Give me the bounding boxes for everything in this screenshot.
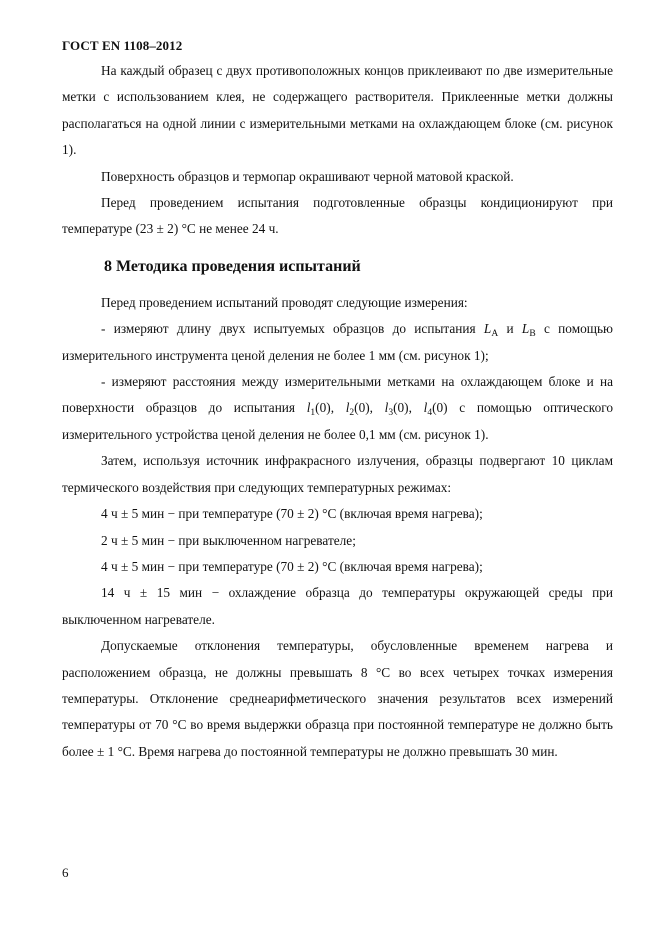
distance-var-3: l <box>384 400 389 416</box>
distance-arg-4: (0) <box>432 400 448 416</box>
length-sub-a: A <box>491 329 499 340</box>
distance-arg-3: (0) <box>393 400 409 416</box>
standard-header: ГОСТ EN 1108–2012 <box>62 38 183 53</box>
section-heading: 8 Методика проведения испытаний <box>104 257 361 275</box>
distance-sub-3: 3 <box>388 408 394 419</box>
distance-sep-2: , <box>369 400 385 416</box>
measurement-distance-text-before: - измеряют расстояния между измерительными метками на охлаждающем блоке и на поверхности образцов до испытания <box>62 374 613 416</box>
cycle-item: 2 ч ± 5 мин − при выключенном нагревателе; <box>101 532 356 548</box>
distance-sub-1: 1 <box>310 408 316 419</box>
distance-sub-4: 4 <box>427 408 433 419</box>
document-body <box>62 58 613 765</box>
distance-var-4: l <box>423 400 428 416</box>
temperature-tolerances: Допускаемые отклонения температуры, обусловленные временем нагрева и расположением образца, не должны превышать 8 °С во всех четырех точках измерения температуры. Отклонение среднеарифметического значения результатов всех измерений температуры от 70 °С во время выдержки образца при постоянной температуре не должно быть более ± 1 °С. Время нагрева до постоянной температуры не должно превышать 30 мин. <box>62 638 613 759</box>
distance-sep-3: , <box>408 400 424 416</box>
distance-var-1: l <box>306 400 311 416</box>
paragraph-measuring-marks: На каждый образец с двух противоположных концов приклеивают по две измерительные метки с использованием клея, не содержащего растворителя. Приклеенные метки должны располагаться на одной линии с измерительными метками на охлаждающем блоке (см. рисунок 1). <box>62 63 613 158</box>
measurement-length-text-before: - измеряют длину двух испытуемых образцов до испытания <box>101 321 484 337</box>
distance-arg-2: (0) <box>354 400 370 416</box>
measurement-distance-item <box>62 369 613 448</box>
distance-var-2: l <box>345 400 350 416</box>
cycle-item: 4 ч ± 5 мин − при температуре (70 ± 2) °С (включая время нагрева); <box>101 558 483 574</box>
measurement-length-text-after: с помощью измерительного инструмента ценой деления не более 1 мм (см. рисунок 1); <box>62 321 613 363</box>
cycle-item: 14 ч ± 15 мин − охлаждение образца до температуры окружающей среды при выключенном нагревателе. <box>62 585 613 627</box>
paragraph-conditioning: Перед проведением испытания подготовленные образцы кондиционируют при температуре (23 ± 2) °С не менее 24 ч. <box>62 195 613 237</box>
length-var-a: L <box>483 321 492 337</box>
measurement-length-item <box>62 316 613 369</box>
distance-arg-1: (0) <box>315 400 331 416</box>
cycles-intro: Затем, используя источник инфракрасного излучения, образцы подвергают 10 циклам термического воздействия при следующих температурных режимах: <box>62 453 613 495</box>
cycle-item: 4 ч ± 5 мин − при температуре (70 ± 2) °С (включая время нагрева); <box>101 506 483 522</box>
length-var-b: L <box>521 321 530 337</box>
measurement-length-conj: и <box>498 321 522 337</box>
measurements-intro: Перед проведением испытаний проводят следующие измерения: <box>101 294 468 310</box>
paragraph-paint: Поверхность образцов и термопар окрашивают черной матовой краской. <box>101 168 514 184</box>
length-sub-b: B <box>529 329 536 340</box>
distance-sep-1: , <box>330 400 346 416</box>
distance-sub-2: 2 <box>349 408 355 419</box>
page-number: 6 <box>62 865 69 880</box>
measurement-distance-text-after: с помощью оптического измерительного устройства ценой деления не более 0,1 мм (см. рисунок 1). <box>62 400 614 442</box>
